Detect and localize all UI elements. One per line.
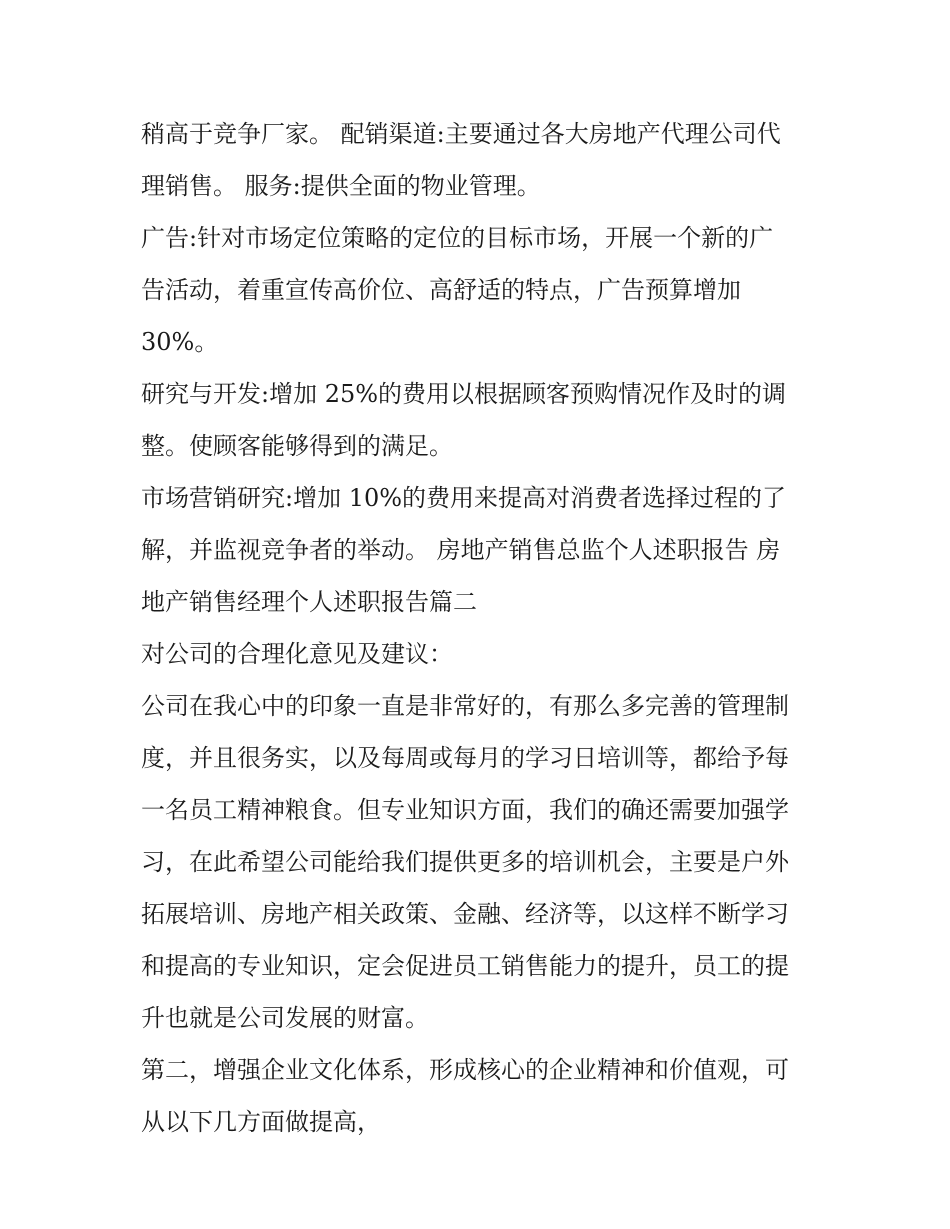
text-line: 解，并监视竞争者的举动。 房地产销售总监个人述职报告 房: [141, 536, 781, 564]
text-line: 从以下几方面做提高，: [141, 1108, 381, 1136]
text-line: 告活动，着重宣传高价位、高舒适的特点，广告预算增加: [141, 276, 741, 304]
text-line: 拓展培训、房地产相关政策、金融、经济等，以这样不断学习: [141, 900, 789, 928]
text-line: 和提高的专业知识，定会促进员工销售能力的提升，员工的提: [141, 952, 789, 980]
document-body: [141, 108, 821, 1148]
text-line: 地产销售经理个人述职报告篇二: [141, 588, 477, 616]
text-line: 习，在此希望公司能给我们提供更多的培训机会，主要是户外: [141, 848, 789, 876]
text-line: 度，并且很务实，以及每周或每月的学习日培训等，都给予每: [141, 744, 789, 772]
text-line: 稍高于竞争厂家。 配销渠道:主要通过各大房地产代理公司代: [141, 120, 781, 148]
text-line: 升也就是公司发展的财富。: [141, 1004, 429, 1032]
text-line: 研究与开发:增加 25%的费用以根据顾客预购情况作及时的调: [141, 380, 787, 408]
text-line: 第二，增强企业文化体系，形成核心的企业精神和价值观，可: [141, 1056, 789, 1084]
text-line: 理销售。 服务:提供全面的物业管理。: [141, 172, 541, 200]
text-line: 对公司的合理化意见及建议：: [141, 640, 453, 668]
text-line: 市场营销研究:增加 10%的费用来提高对消费者选择过程的了: [141, 484, 787, 512]
text-line: 整。使顾客能够得到的满足。: [141, 432, 453, 460]
text-line: 广告:针对市场定位策略的定位的目标市场，开展一个新的广: [141, 224, 774, 252]
text-line: 一名员工精神粮食。但专业知识方面，我们的确还需要加强学: [141, 796, 789, 824]
text-line: 公司在我心中的印象一直是非常好的，有那么多完善的管理制: [141, 692, 789, 720]
text-line: 30%。: [141, 328, 219, 356]
